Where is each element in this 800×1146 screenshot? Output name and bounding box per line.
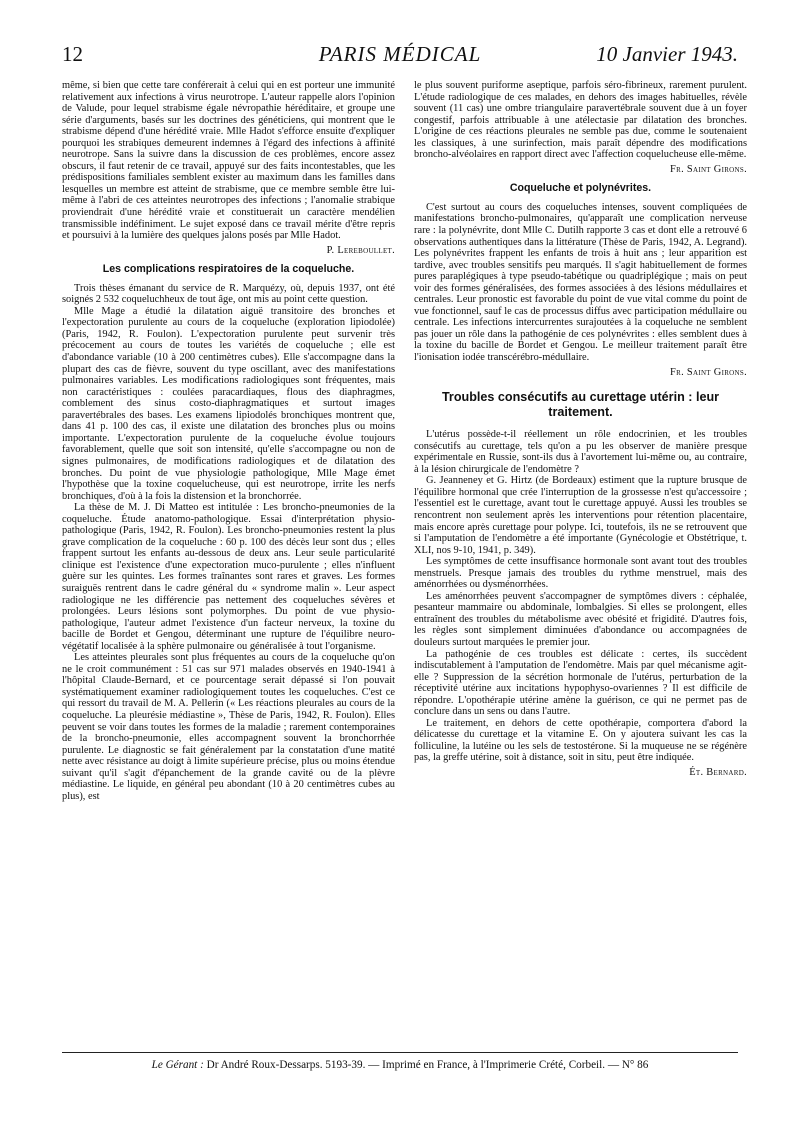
paragraph: La thèse de M. J. Di Matteo est intitulée : Les broncho-pneumonies de la coqueluche. Étude anatomo-pathologique. Essai d'interprétation physio-pathologique (Paris, 1942, R. Foulon). Les broncho-pneumonies restent la plus grave complication de la coqueluche : 60 p. 100 des décès leur sont dus ; elles frappent surtout les enfants au-dessous de deux ans. Leur seule particularité clinique est l'existence d'une expectoration muco-purulente ; elles n'influent guère sur les quintes. Les formes traînantes sont rares et graves. Les formes suraiguës rentrent dans le cadre général du « syndrome malin ». Leur aspect radiologique ne les différencie pas nettement des coqueluches sévères et prolongées. Leurs lésions sont polymorphes. Du point de vue physio-pathologique, l'auteur admet l'existence d'un facteur nerveux, la toxine du bacille de Bordet et Gengou, déterminant une rupture de l'équilibre neuro-végétatif localisée à la sphère pulmonaire ou généralisée à tout l'organisme. — [62, 502, 395, 652]
paragraph: Les aménorrhées peuvent s'accompagner de symptômes divers : céphalée, pesanteur mammaire ou abdominale, lombalgies. Si elles se prolongent, elles entraînent des troubles du métabolisme avec obésité et frigidité. D'autres fois, les règles sont simplement diminuées d'abondance ou accompagnées de douleurs surtout marquées le premier jour. — [414, 590, 747, 648]
author-signature: P. Lereboullet. — [326, 244, 395, 256]
section-heading: Coqueluche et polynévrites. — [509, 182, 652, 195]
paragraph: G. Jeanneney et G. Hirtz (de Bordeaux) estiment que la rupture brusque de l'équilibre hormonal que crée l'interruption de la grossesse n'est qu'accessoire ; l'essentiel est le curettage, avant tout le curettage appuyé. Aussi les troubles se rencontrent non seulement après les interventions pour rétention placentaire, mais encore après curettage pour polype. Ici, toutefois, ils ne se retrouvent que si l'amputation de l'endomètre a été importante (Gynécologie et Obstétrique, t. XLI, nos 9-10, 1941, p. 349). — [414, 475, 747, 556]
right-column — [414, 80, 747, 787]
paragraph: C'est surtout au cours des coqueluches intenses, souvent compliquées de manifestations broncho-pulmonaires, qu'apparaît une complication nerveuse rare : la polynévrite, dont Mlle C. Dutilh rapporte 3 cas et dont elle a retrouvé 6 observations authentiques dans la littérature (Thèse de Paris, 1942, A. Legrand). Les polynévrites frappent les enfants de trois à huit ans ; leur apparition est tardive, avec troubles sensitifs peu marqués. Il s'agit habituellement de formes pures paraplégiques à type pseudo-tabétique ou quadriplégique ; mais on peut voir des formes généralisées, des formes associées à des lésions médullaires et centrales. Leur pronostic est favorable du point de vue vital comme du point de vue fonctionnel, sauf le cas de processus diffus avec participation médullaire ou centrale. Les infections intercurrentes surajoutées à la coqueluche ne semblent pas jouer un rôle dans la pathogénie de ces polynévrites : elles semblent dues à la toxine du bacille de Bordet et Gengou. Le meilleur traitement paraît être l'ionisation iodée transcérébro-médullaire. — [414, 201, 747, 364]
page-number: 12 — [62, 42, 83, 66]
paragraph: Mlle Mage a étudié la dilatation aiguë transitoire des bronches et l'expectoration purulente au cours de la coqueluche (exploration lipiodolée) (Paris, 1942, R. Foulon). L'expectoration purulente peut survenir très précocement au cours de toutes les variétés de coqueluche ; elle est d'abondance variable (10 à 200 centimètres cubes). Elle s'accompagne dans la plupart des cas de fièvre, souvent du type oscillant, avec des manifestations pulmonaires variables. Les modifications radiologiques sont fréquentes, mais non caractéristiques : coulées paracardiaques, flous des diaphragmes, comblement des sinus costo-diaphragmatiques et surtout images paravertébrales des bases. Les examens lipiodolés bronchiques montrent que, dans 41 p. 100 des cas, il existe une dilatation des bronches plus ou moins importante. L'expectoration purulente de la coqueluche évolue toujours favorablement, quelle que soit son intensité, qu'elle s'accompagne ou non de signes pulmonaires, de modifications radiologiques et de dilatation des bronches. Du point de vue physiologie pathologique, Mlle Mage émet l'hypothèse que la toxine coquelucheuse, qui est neurotrope, irrite les nerfs bronchiques, d'où à la fois la distension et la bronchorrée. — [62, 305, 395, 502]
imprint-footer — [62, 1059, 738, 1071]
section-heading: Les complications respiratoires de la coqueluche. — [102, 263, 355, 276]
journal-title: PARIS MÉDICAL — [318, 42, 482, 66]
paragraph: Le traitement, en dehors de cette opothérapie, comportera d'abord la délicatesse du curettage et la vitamine E. On y ajoutera suivant les cas la folliculine, la lutéine ou les sels de testostérone. Si la muqueuse ne se régénère pas, la greffe utérine, soit à distance, soit in situ, peut être indiquée. — [414, 717, 747, 764]
gerant-label: Le Gérant : — [151, 1059, 204, 1071]
paragraph: Trois thèses émanant du service de R. Marquézy, où, depuis 1937, ont été soignés 2 532 coqueluchheux de tout âge, ont mis au point cette question. — [62, 282, 395, 306]
paragraph: L'utérus possède-t-il réellement un rôle endocrinien, et les troubles consécutifs au curettage, tels qu'on a pu les observer de manière presque expérimentale en Russie, sont-ils dus à l'avortement lui-même ou, au contraire, à la lésion chirurgicale de l'endomètre ? — [414, 429, 747, 475]
author-signature: Fr. Saint Girons. — [670, 163, 747, 175]
running-header — [62, 42, 738, 72]
paragraph: Les atteintes pleurales sont plus fréquentes au cours de la coqueluche qu'on ne le croit communément : 51 cas sur 971 malades observés en 1940-1941 à l'hôpital Claude-Bernard, et ce pourcentage serait dépassé si l'on pouvait systématiquement examiner radiologiquement toutes les coqueluches. C'est ce qui ressort du travail de M. A. Pellerin (« Les réactions pleurales au cours de la coqueluche. La pleurésie médiastine », Thèse de Paris, 1942, R. Foulon). Elles peuvent se voir dans toutes les formes de la maladie ; rarement contemporaines de la broncho-pneumonie, elles accompagnent souvent la bronchorrhée purulente. Le diagnostic se fait généralement par la constatation d'une matité nette avec résistance au doigt à limite supérieure précise, plus ou moins étendue suivant qu'il s'agit d'épanchement de la grande cavité ou de la plèvre médiastine. Le liquide, en général peu abondant (10 à 20 centimètres cubes au plus), est — [62, 652, 395, 802]
imprint-text: Dr André Roux-Dessarps. 5193-39. — Imprimé en France, à l'Imprimerie Crété, Corbeil. — N° 86 — [206, 1059, 649, 1071]
issue-date: 10 Janvier 1943. — [596, 42, 738, 66]
paragraph: Les symptômes de cette insuffisance hormonale sont avant tout des troubles menstruels. Presque jamais des troubles du rythme menstruel, mais des aménorrhées ou dysménorrhées. — [414, 556, 747, 591]
footer-rule — [62, 1052, 738, 1053]
author-signature: Fr. Saint Girons. — [670, 366, 747, 378]
author-signature: Ét. Bernard. — [689, 766, 747, 778]
left-column — [62, 80, 395, 802]
section-heading: Troubles consécutifs au curettage utérin : leur traitement. — [441, 390, 720, 420]
paragraph: La pathogénie de ces troubles est délicate : certes, ils succèdent indiscutablement à l'amputation de l'endomètre. Mais par quel mécanisme agit-elle ? Suppression de la sécrétion hormonale de l'utérus, perturbation de la réceptivité utérine aux incitations hypophyso-ovariennes ? Il est difficile de répondre. L'opothérapie utérine amène la guérison, ce qui ne permet pas de conclure dans un sens ou dans l'autre. — [414, 648, 747, 718]
paragraph: même, si bien que cette tare conférerait à celui qui en est porteur une immunité relativement aux infections à virus neurotrope. L'auteur rappelle alors l'opinion de Valude, pour lequel strabisme égale névropathie héréditaire, et groupe une série d'arguments, basés sur les doctrines des généticiens, qui montrent que le strabisme dépend d'une hérédité vraie. Mlle Hadot s'efforce ensuite d'expliquer pourquoi les strabiques demeurent indemnes à l'égard des infections à affinité neurotrope. Sans la suivre dans la discussion de ces problèmes, encore assez obscurs, il faut retenir de ce travail, appuyé sur des faits incontestables, que les prédispositions familiales semblent exister au maximum dans les familles dans lesquelles un membre est atteint de strabisme, que ce membre semble être lui-même à l'abri de ces atteintes neurotropes des infections ; l'anomalie strabique proviendrait d'une hérédité vraie et constituerait un caractère mendélien transmissible indéfiniment. Le sujet exposé dans ce travail mérite d'être repris et poursuivi à la lumière des quelques jalons posés par Mlle Hadot. — [62, 80, 395, 242]
paragraph: le plus souvent puriforme aseptique, parfois séro-fibrineux, rarement purulent. L'étude radiologique de ces malades, en dehors des images habituelles, révèle souvent (11 cas) une ombre triangulaire paravertébrale souvent due à un foyer congestif, parfois attribuable à une atélectasie par dilatation des bronches. L'origine de ces réactions pleurales ne semble pas due, comme le soutenaient les classiques, à une surinfection, mais paraît dépendre des modifications broncho-alvéolaires en rapport direct avec l'affection coquelucheuse elle-même. — [414, 80, 747, 161]
